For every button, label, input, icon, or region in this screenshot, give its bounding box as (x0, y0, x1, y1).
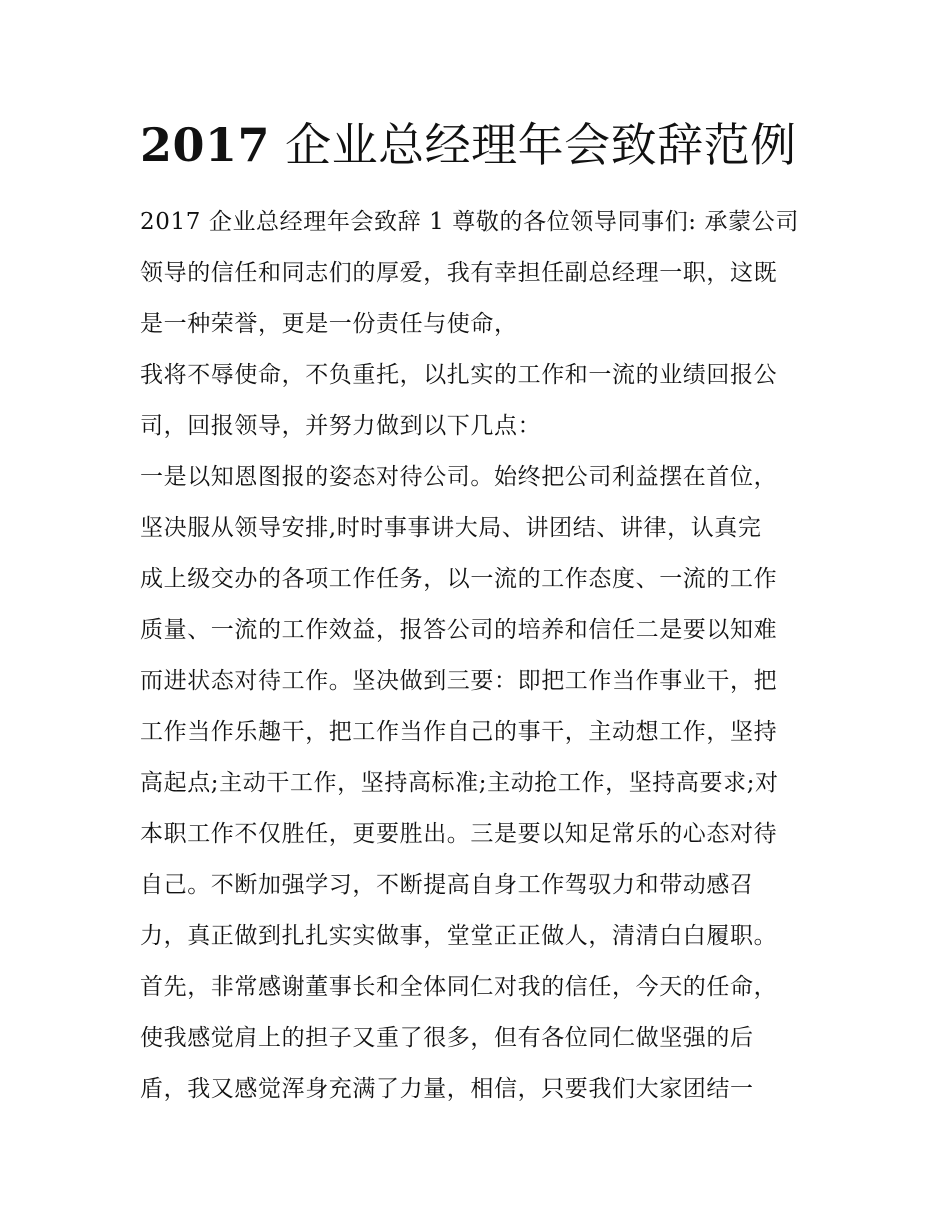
title-year: 2017 (140, 118, 271, 172)
body-line: 自己。不断加强学习，不断提高自身工作驾驭力和带动感召 (140, 872, 754, 898)
body-line: 首先，非常感谢董事长和全体同仁对我的信任，今天的任命， (140, 974, 778, 1000)
document-body (140, 197, 812, 1115)
body-line: 质量、一流的工作效益，报答公司的培养和信任二是要以知难 (140, 617, 778, 643)
body-line: 司，回报领导，并努力做到以下几点： (140, 413, 542, 439)
body-line: 工作当作乐趣干，把工作当作自己的事干，主动想工作，坚持 (140, 719, 778, 745)
body-line: 坚决服从领导安排,时时事事讲大局、讲团结、讲律，认真完 (140, 515, 762, 541)
body-line: 一是以知恩图报的姿态对待公司。始终把公司利益摆在首位， (140, 464, 778, 490)
document-title (140, 112, 820, 178)
body-line: 力，真正做到扎扎实实做事，堂堂正正做人，清清白白履职。 (140, 923, 778, 949)
body-line: 我将不辱使命，不负重托，以扎实的工作和一流的业绩回报公 (140, 362, 778, 388)
body-line: 而进状态对待工作。坚决做到三要：即把工作当作事业干，把 (140, 668, 778, 694)
body-line: 成上级交办的各项工作任务，以一流的工作态度、一流的工作 (140, 566, 778, 592)
body-line: 本职工作不仅胜任，更要胜出。三是要以知足常乐的心态对待 (140, 821, 778, 847)
body-line: 领导的信任和同志们的厚爱，我有幸担任副总经理一职，这既 (140, 260, 778, 286)
body-line: 是一种荣誉，更是一份责任与使命， (140, 311, 518, 337)
body-line: 2017 企业总经理年会致辞 1 尊敬的各位领导同事们: 承蒙公司 (140, 209, 799, 235)
body-line: 盾，我又感觉浑身充满了力量，相信，只要我们大家团结一 (140, 1076, 754, 1102)
body-line: 使我感觉肩上的担子又重了很多，但有各位同仁做坚强的后 (140, 1025, 754, 1051)
body-line: 高起点;主动干工作，坚持高标准;主动抢工作，坚持高要求;对 (140, 770, 779, 796)
title-text: 企业总经理年会致辞范例 (270, 118, 797, 172)
